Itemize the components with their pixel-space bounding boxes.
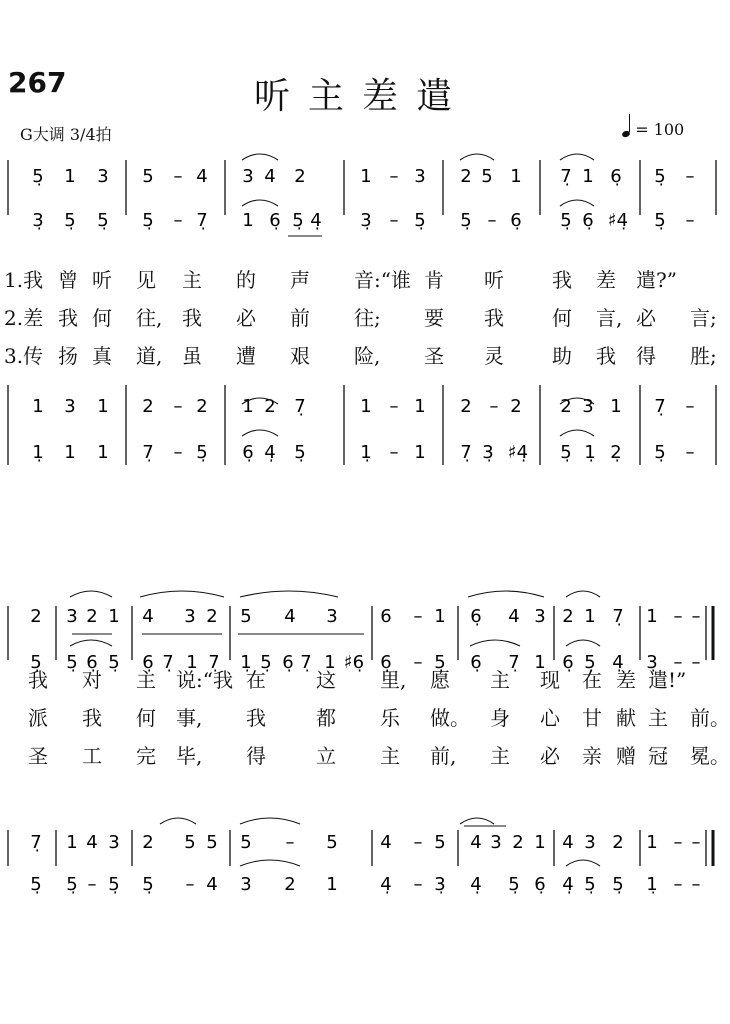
bass-note: 5̣ xyxy=(108,874,120,895)
tempo-value: = 100 xyxy=(635,120,685,139)
soprano-note: – xyxy=(389,166,399,187)
alto-note: 6̣ xyxy=(470,652,482,673)
bass-note: 4̣ xyxy=(264,442,276,463)
bass-note: 4̣ xyxy=(380,874,392,895)
slur xyxy=(240,860,300,866)
lyric-syllable: 险, xyxy=(354,344,381,368)
tenor-note: 5 xyxy=(206,832,218,853)
tenor-note: 5 xyxy=(434,832,446,853)
alto-note: – xyxy=(389,210,399,231)
lyric-syllable: 毕, xyxy=(176,744,203,768)
soprano-note: 4 xyxy=(142,606,154,627)
tenor-note: 4 xyxy=(380,832,392,853)
tenor-note: 7̣ xyxy=(30,832,42,853)
alto-note: – xyxy=(685,210,695,231)
slur xyxy=(560,154,594,160)
lyric-syllable: 言, xyxy=(596,306,623,330)
alto-note: 5̣ xyxy=(108,652,120,673)
bass-note: – xyxy=(673,874,683,895)
bass-note: 1̣ xyxy=(360,442,372,463)
lyric-syllable: 我 xyxy=(82,706,102,730)
soprano-note: 2 xyxy=(206,606,218,627)
alto-note: 7̣ xyxy=(208,652,220,673)
lyric-syllable: 我 xyxy=(182,306,202,330)
tenor-note: 3 xyxy=(64,396,76,417)
lyric-verse-s2-3 xyxy=(0,740,730,768)
bass-note: 4̣ xyxy=(562,874,574,895)
tenor-note: – xyxy=(673,832,683,853)
lyric-syllable: 献 xyxy=(616,706,636,730)
lyric-syllable: 圣 xyxy=(424,344,444,368)
lyric-syllable: 听 xyxy=(484,268,504,292)
alto-note: 6̣ xyxy=(510,210,522,231)
alto-note: ♯4̣ xyxy=(607,210,629,231)
alto-note: 5̣ xyxy=(434,652,446,673)
lyric-verse-s1-3 xyxy=(0,340,724,366)
alto-note: 5̣ xyxy=(64,210,76,231)
bass-note: 4 xyxy=(206,874,218,895)
soprano-note: – xyxy=(173,166,183,187)
lyric-syllable: 赠 xyxy=(616,744,636,768)
alto-note: 5̣ xyxy=(97,210,109,231)
lyric-syllable: 1.我 xyxy=(4,268,44,292)
lyric-verse-s2-1 xyxy=(0,664,724,690)
bass-note: – xyxy=(413,874,423,895)
alto-note: 5̣ xyxy=(260,652,272,673)
slur xyxy=(160,818,196,824)
lyric-syllable: 我 xyxy=(58,306,78,330)
lyric-syllable: 甘 xyxy=(582,706,602,730)
slur xyxy=(566,640,600,646)
alto-note: 5̣ xyxy=(654,210,666,231)
bass-note: 5̣ xyxy=(612,874,624,895)
lyric-syllable: 的 xyxy=(236,268,256,292)
alto-note: 5̣ xyxy=(560,210,572,231)
tenor-note: 5 xyxy=(326,832,338,853)
bass-note: 1̣ xyxy=(646,874,658,895)
tenor-note: 1 xyxy=(534,832,546,853)
lyric-syllable: 亲 xyxy=(582,744,602,768)
slur xyxy=(460,154,494,160)
soprano-note: – xyxy=(691,606,701,627)
bass-note: 7̣ xyxy=(460,442,472,463)
lyric-syllable: 灵 xyxy=(484,344,504,368)
soprano-note: 6 xyxy=(380,606,392,627)
tenor-note: 3 xyxy=(108,832,120,853)
bass-note: 6̣ xyxy=(242,442,254,463)
lyric-syllable: 事, xyxy=(176,706,203,730)
lyric-syllable: 肯 xyxy=(424,268,444,292)
tenor-note: 4 xyxy=(562,832,574,853)
tenor-note: 3 xyxy=(490,832,502,853)
lyric-syllable: 愿 xyxy=(430,668,450,692)
slur xyxy=(468,591,544,597)
tenor-note: – xyxy=(413,832,423,853)
tenor-note: – xyxy=(285,832,295,853)
alto-note: 5̣ xyxy=(142,210,154,231)
bass-note: 1 xyxy=(414,442,426,463)
alto-note: 5̣ xyxy=(584,652,596,673)
soprano-note: 5 xyxy=(481,166,493,187)
lyric-syllable: 听 xyxy=(92,268,112,292)
slur xyxy=(242,430,278,436)
lyric-syllable: 差 xyxy=(616,668,636,692)
tenor-note: 4 xyxy=(86,832,98,853)
lyric-syllable: 对 xyxy=(82,668,102,692)
lyric-syllable: 乐 xyxy=(380,706,400,730)
tenor-note: 2 xyxy=(142,396,154,417)
alto-note: 5̣ xyxy=(30,652,42,673)
soprano-note: 3 xyxy=(242,166,254,187)
bass-note: 7̣ xyxy=(142,442,154,463)
lyric-syllable: 主 xyxy=(182,268,202,292)
lyric-syllable: 道, xyxy=(136,344,163,368)
bass-note: 2̣ xyxy=(610,442,622,463)
lyric-syllable: 遭 xyxy=(236,344,256,368)
lyric-syllable: 说:“我 xyxy=(176,668,233,692)
alto-note: 3̣ xyxy=(646,652,658,673)
soprano-note: – xyxy=(685,166,695,187)
alto-note: 1 xyxy=(534,652,546,673)
lyric-syllable: 2.差 xyxy=(4,306,44,330)
alto-note: 3̣ xyxy=(360,210,372,231)
alto-note: 7̣ xyxy=(196,210,208,231)
lyric-syllable: 前 xyxy=(290,306,310,330)
soprano-note: 3 xyxy=(66,606,78,627)
tenor-note: 1 xyxy=(242,396,254,417)
soprano-note: – xyxy=(673,606,683,627)
slur xyxy=(560,430,594,436)
alto-note: 7̣ xyxy=(162,652,174,673)
bass-note: 3 xyxy=(240,874,252,895)
lyric-verse-s1-1 xyxy=(0,264,724,290)
soprano-note: 4 xyxy=(264,166,276,187)
tenor-note: 2 xyxy=(512,832,524,853)
alto-note: 1 xyxy=(324,652,336,673)
lyric-syllable: 必 xyxy=(540,744,560,768)
lyric-syllable: 见 xyxy=(136,268,156,292)
key-signature: G大调 3/4拍 xyxy=(20,125,112,144)
alto-note: ♯6̣ xyxy=(343,652,365,673)
alto-note: 4̣ xyxy=(310,210,322,231)
soprano-note: 5̣ xyxy=(654,166,666,187)
alto-note: 6̣ xyxy=(269,210,281,231)
lyric-syllable: 要 xyxy=(424,306,444,330)
bass-note: 1 xyxy=(326,874,338,895)
lyric-syllable: 何 xyxy=(552,306,572,330)
alto-note: 6̣ xyxy=(380,652,392,673)
tenor-note: 2 xyxy=(196,396,208,417)
tenor-note: 7̣ xyxy=(294,396,306,417)
tenor-note: 2 xyxy=(560,396,572,417)
alto-note: 6̣ xyxy=(282,652,294,673)
soprano-note: 4 xyxy=(196,166,208,187)
bass-note: 5̣ xyxy=(294,442,306,463)
tenor-note: 1 xyxy=(32,396,44,417)
soprano-note: 1 xyxy=(64,166,76,187)
lyric-syllable: 我 xyxy=(246,706,266,730)
hymn-title: 听主差遣 xyxy=(253,76,470,117)
alto-note: 6̣ xyxy=(142,652,154,673)
lyric-syllable: 前, xyxy=(430,744,457,768)
slur xyxy=(566,591,600,597)
alto-note: – xyxy=(487,210,497,231)
alto-note: 7̣ xyxy=(300,652,312,673)
lyric-syllable: 主 xyxy=(648,706,668,730)
alto-note: – xyxy=(673,652,683,673)
lyric-syllable: 在 xyxy=(582,668,602,692)
lyric-syllable: 得 xyxy=(246,744,266,768)
slur xyxy=(70,640,112,646)
tenor-note: 1 xyxy=(414,396,426,417)
lyric-syllable: 3.传 xyxy=(4,344,44,368)
soprano-note: 1 xyxy=(584,606,596,627)
lyric-syllable: 我 xyxy=(552,268,572,292)
lyric-syllable: 音:“谁 xyxy=(354,268,411,292)
tenor-note: 1 xyxy=(646,832,658,853)
lyric-syllable: 助 xyxy=(552,344,572,368)
soprano-note: 1 xyxy=(434,606,446,627)
slur xyxy=(470,640,520,646)
bass-note: 1 xyxy=(97,442,109,463)
lyric-syllable: 主 xyxy=(380,744,400,768)
slur xyxy=(242,154,278,160)
bass-note: 5̣ xyxy=(66,874,78,895)
slur xyxy=(566,860,600,866)
lyric-syllable: 主 xyxy=(136,668,156,692)
lyric-syllable: 得 xyxy=(636,344,656,368)
lyric-syllable: 往, xyxy=(136,306,163,330)
tenor-note: 1 xyxy=(360,396,372,417)
soprano-note: 3 xyxy=(534,606,546,627)
bass-note: 6̣ xyxy=(534,874,546,895)
lyric-syllable: 都 xyxy=(316,706,336,730)
alto-note: 1̣ xyxy=(240,652,252,673)
tenor-note: – xyxy=(489,396,499,417)
alto-note: 5̣ xyxy=(460,210,472,231)
soprano-note: 5̣ xyxy=(32,166,44,187)
lyric-syllable: 主 xyxy=(490,668,510,692)
bass-note: 5̣ xyxy=(560,442,572,463)
soprano-note: 2 xyxy=(294,166,306,187)
bass-note: 5̣ xyxy=(508,874,520,895)
tenor-note: – xyxy=(389,396,399,417)
soprano-note: 3 xyxy=(184,606,196,627)
alto-note: 1 xyxy=(242,210,254,231)
tenor-note: 4 xyxy=(470,832,482,853)
bass-note: 3̣ xyxy=(434,874,446,895)
soprano-note: 6̣ xyxy=(470,606,482,627)
alto-note: 7̣ xyxy=(508,652,520,673)
hymn-number: 267 xyxy=(8,66,67,99)
alto-note: 6̣ xyxy=(86,652,98,673)
soprano-note: 1 xyxy=(360,166,372,187)
alto-note: 6̣ xyxy=(562,652,574,673)
soprano-note: 1 xyxy=(108,606,120,627)
lyric-syllable: 我 xyxy=(484,306,504,330)
lyric-syllable: 在 xyxy=(246,668,266,692)
lyric-syllable: 声 xyxy=(290,268,310,292)
soprano-note: 3 xyxy=(326,606,338,627)
soprano-note: 7̣ xyxy=(612,606,624,627)
slur xyxy=(70,591,112,597)
lyric-syllable: 工 xyxy=(82,744,102,768)
slur xyxy=(240,591,338,597)
soprano-note: 1 xyxy=(510,166,522,187)
bass-note: 5̣ xyxy=(654,442,666,463)
lyric-syllable: 我 xyxy=(28,668,48,692)
bass-note: – xyxy=(185,874,195,895)
soprano-note: 1 xyxy=(582,166,594,187)
alto-note: 5̣ xyxy=(414,210,426,231)
bass-note: 1 xyxy=(64,442,76,463)
slur xyxy=(560,200,594,206)
lyric-syllable: 扬 xyxy=(58,344,78,368)
lyric-syllable: 圣 xyxy=(28,744,48,768)
tenor-note: 1 xyxy=(610,396,622,417)
bass-note: 3̣ xyxy=(482,442,494,463)
bass-note: 5̣ xyxy=(142,874,154,895)
lyric-syllable: 现 xyxy=(540,668,560,692)
lyric-syllable: 立 xyxy=(316,744,336,768)
tenor-note: 2 xyxy=(510,396,522,417)
lyric-syllable: 完 xyxy=(136,744,156,768)
lyric-syllable: 真 xyxy=(92,344,112,368)
soprano-note: 3 xyxy=(97,166,109,187)
tenor-note: 5 xyxy=(240,832,252,853)
tenor-note: – xyxy=(685,396,695,417)
bass-note: ♯4̣ xyxy=(507,442,529,463)
lyric-syllable: 艰 xyxy=(290,344,310,368)
alto-note: – xyxy=(173,210,183,231)
lyric-syllable: 主 xyxy=(490,744,510,768)
bass-note: – xyxy=(87,874,97,895)
bass-note: 5̣ xyxy=(196,442,208,463)
bass-note: 4̣ xyxy=(470,874,482,895)
soprano-note: 4 xyxy=(508,606,520,627)
lyric-syllable: 往; xyxy=(354,306,381,330)
lyric-syllable: 冠 xyxy=(648,744,668,768)
tenor-note: – xyxy=(173,396,183,417)
lyric-syllable: 必 xyxy=(236,306,256,330)
bass-note: – xyxy=(173,442,183,463)
slur xyxy=(240,818,300,824)
lyric-syllable: 何 xyxy=(92,306,112,330)
lyric-syllable: 胜; xyxy=(690,344,717,368)
lyric-syllable: 前。 xyxy=(690,706,730,730)
alto-note: 4̣ xyxy=(612,652,624,673)
lyric-syllable: 我 xyxy=(596,344,616,368)
tenor-note: 2 xyxy=(264,396,276,417)
lyric-syllable: 这 xyxy=(316,668,336,692)
lyric-syllable: 遣!” xyxy=(648,668,687,692)
soprano-note: 4 xyxy=(284,606,296,627)
soprano-note: 2 xyxy=(30,606,42,627)
lyric-syllable: 必 xyxy=(636,306,656,330)
bass-note: 1̣ xyxy=(32,442,44,463)
alto-note: 1 xyxy=(186,652,198,673)
soprano-note: 5 xyxy=(142,166,154,187)
alto-note: 5̣ xyxy=(66,652,78,673)
slur xyxy=(460,818,494,824)
soprano-note: 5 xyxy=(240,606,252,627)
lyric-syllable: 何 xyxy=(136,706,156,730)
alto-note: – xyxy=(413,652,423,673)
lyric-syllable: 冕。 xyxy=(690,744,730,768)
lyric-syllable: 里, xyxy=(380,668,407,692)
bass-note: 1̣ xyxy=(584,442,596,463)
tenor-note: 1 xyxy=(97,396,109,417)
lyric-syllable: 心 xyxy=(540,706,560,730)
lyric-syllable: 虽 xyxy=(182,344,202,368)
tenor-note: 1 xyxy=(66,832,78,853)
bass-note: 5̣ xyxy=(584,874,596,895)
tenor-note: 2 xyxy=(612,832,624,853)
lyric-syllable: 差 xyxy=(596,268,616,292)
lyric-syllable: 遣?” xyxy=(636,268,677,292)
soprano-note: – xyxy=(413,606,423,627)
soprano-note: 1 xyxy=(646,606,658,627)
tenor-note: – xyxy=(691,832,701,853)
alto-note: 5̣ xyxy=(292,210,304,231)
alto-note: – xyxy=(691,652,701,673)
tenor-note: 2 xyxy=(460,396,472,417)
lyric-verse-s1-2 xyxy=(0,302,724,328)
lyric-syllable: 派 xyxy=(28,706,48,730)
lyric-syllable: 身 xyxy=(490,706,510,730)
tenor-note: 7̣ xyxy=(654,396,666,417)
tenor-note: 3 xyxy=(582,396,594,417)
soprano-note: 7̣ xyxy=(560,166,572,187)
soprano-note: 6̣ xyxy=(610,166,622,187)
slur xyxy=(242,200,278,206)
lyric-syllable: 曾 xyxy=(58,268,78,292)
soprano-note: 2 xyxy=(562,606,574,627)
bass-note: 5̣ xyxy=(30,874,42,895)
tenor-note: 2 xyxy=(142,832,154,853)
tenor-note: 3 xyxy=(584,832,596,853)
bass-note: – xyxy=(685,442,695,463)
tenor-note: 5 xyxy=(184,832,196,853)
slur xyxy=(140,591,224,597)
soprano-note: 2 xyxy=(460,166,472,187)
bass-note: 2 xyxy=(284,874,296,895)
soprano-note: 3 xyxy=(414,166,426,187)
lyric-syllable: 做。 xyxy=(430,706,470,730)
bass-note: – xyxy=(389,442,399,463)
alto-note: 6̣ xyxy=(582,210,594,231)
bass-note: – xyxy=(691,874,701,895)
lyric-verse-s2-2 xyxy=(0,702,730,730)
lyric-syllable: 言; xyxy=(690,306,717,330)
soprano-note: 2 xyxy=(86,606,98,627)
alto-note: 3̣ xyxy=(32,210,44,231)
